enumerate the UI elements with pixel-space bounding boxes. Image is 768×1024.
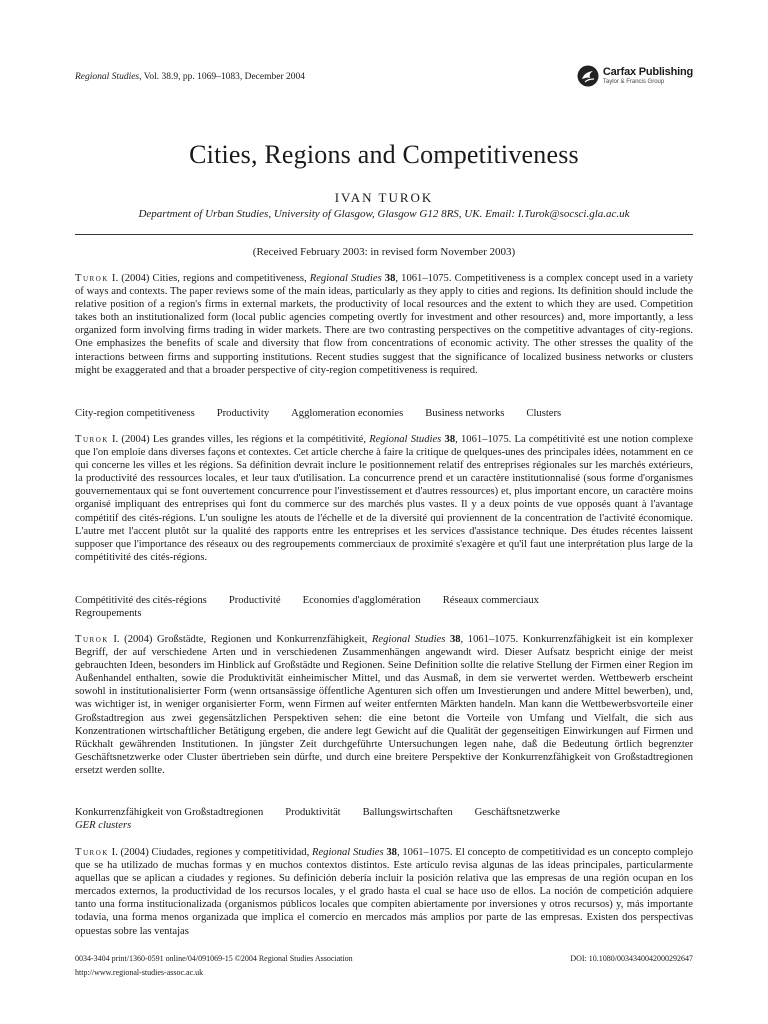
abstract-citation: I. (2004) Les grandes villes, les régions et la compétitivité,	[108, 434, 370, 445]
abstract-journal: Regional Studies	[309, 273, 382, 284]
keyword: Economies d'agglomération	[302, 595, 421, 606]
abstract-author: Turok	[75, 847, 109, 858]
keywords-english	[75, 407, 693, 420]
doi: DOI: 10.1080/0034340042000292647	[570, 954, 693, 963]
abstract-text: , 1061–1075. Konkurrenzfähigkeit ist ein komplexer Begriff, der auf verschiedene Arten und in verschiedenen Zusammenhängen angewandt wird. Dieser Aufsatz bespricht einige der meist gebrauchten Ideen, besonders im Hinblick auf Großstädte und Regionen. Seine Definition sollte die relative Stellung der Firmen einer Region im Außenhandel enthalten, sowie die Produktivität einheimischer Mittel, und das Ausmaß, in dem sie verwertet werden. Wettbewerb erscheint sowohl in institutionalisierter Form (wenn ortsansässige öffentliche Agenturen sich offen um Investierungen und andere Mittel bewerben), und, was wichtiger ist, in weniger organisierter Form, wenn Firmen auf weiter entfernten Märkten handeln. Man kann die Wettbewerbsvorteile einer Großstadtregion aus zwei gegensätzlichen Perspektiven sehen: die eine betont die Vorteile von Umfang und Vielfalt, die sich aus Konzentrationen wirtschaftlicher Betätigung ergeben, die andere legt Gewicht auf die Qualität der gegenseitigen Einwirkungen auf Firmen und Rückhalt gewährenden Institutionen. In jüngster Zeit durchgeführte Untersuchungen legen nahe, daß die Bedeutung örtlich begrenzter Geschäftsnetzwerke oder Cluster übertrieben sein dürfte, und durch eine breitere Perspektive der Konkurrenzfähigkeit von Großstadtregionen ersetzt werden sollte.	[75, 634, 693, 776]
keyword: Clusters	[526, 408, 562, 419]
keyword-jel: GER clusters	[75, 820, 132, 832]
abstract-journal: Regional Studies	[371, 634, 446, 645]
keyword: Productivité	[228, 595, 281, 606]
abstract-journal: Regional Studies	[369, 434, 442, 445]
keyword: Business networks	[425, 408, 505, 419]
journal-volume-pages: , Vol. 38.9, pp. 1069–1083, December 2004	[139, 72, 306, 82]
abstract-text: , 1061–1075. El concepto de competitividad es un concepto complejo que se ha utilizado de muchas formas y en muchos contextos distintos. Este artículo revisa algunas de las ideas principales, particularmente aquellas que se aplican a ciudades y regiones. Su definición debería incluir la posición relativa que las empresas de una región ocupan en los mercados externos, la productividad de los recursos locales, y el grado hasta el cual se hace uso de ellos. La noción de competición adquiere tanto una forma institucionalizada (organismos públicos locales que compiten abiertamente por inversiones y otros recursos) y, más importante todavía, una forma menos organizada que implica el comercio en mercados más amplios por parte de las empresas. Existen dos perspectivas opuestas sobre las ventajas	[75, 847, 693, 937]
article-title: Cities, Regions and Competitiveness	[189, 140, 579, 169]
association-url[interactable]: http://www.regional-studies-assoc.ac.uk	[75, 968, 204, 977]
abstract-volume: 38	[441, 434, 456, 445]
page-header	[75, 66, 693, 94]
abstract-journal: Regional Studies	[311, 847, 384, 858]
abstract-citation: I. (2004) Großstädte, Regionen und Konkurrenzfähigkeit,	[108, 634, 372, 645]
abstract-volume: 38	[383, 847, 397, 858]
abstract-french	[75, 433, 693, 564]
abstract-citation: I. (2004) Ciudades, regiones y competitividad,	[108, 847, 312, 858]
abstract-author: Turok	[75, 434, 109, 445]
abstract-text: , 1061–1075. Competitiveness is a complex concept used in a variety of ways and contexts. The paper reviews some of the main ideas, particularly as they apply to cities and regions. Its definition should include the relative position of a region's firms in external markets, the productivity of local resources and the extent to which they are used. Competition takes both an institutionalized form (local public agencies competing overtly for investment and other resources) and, more importantly, a less organized form involving firms trading in wider markets. There are two contrasting perspectives on the competitive advantages of city-regions. One emphasizes the benefits of scale and diversity that flow from concentrations of economic activity. The other stresses the quality of the interactions between firms and supporting institutions. Recent studies suggest that the significance of localized business networks or clusters might be exaggerated and that a broader perspective of city-region competitiveness is required.	[75, 273, 694, 376]
abstract-english	[75, 272, 693, 377]
publisher-group: Taylor & Francis Group	[602, 79, 665, 85]
abstract-author: Turok	[75, 273, 109, 284]
abstract-citation: I. (2004) Cities, regions and competitiveness,	[108, 273, 310, 284]
abstract-spanish	[75, 846, 693, 939]
keywords-german	[75, 806, 693, 832]
author-affiliation: Department of Urban Studies, University of Glasgow, Glasgow G12 8RS, UK. Email: I.Turok@socsci.gla.ac.uk	[138, 208, 630, 220]
keyword: Compétitivité des cités-régions	[75, 595, 207, 606]
keyword: Agglomeration economies	[291, 408, 404, 419]
journal-name: Regional Studies	[75, 72, 140, 82]
abstract-text: , 1061–1075. La compétitivité est une notion complexe que l'on emploie dans diverses façons et contextes. Cet article cherche à faire la critique de quelques-unes des principales idées, notamment en ce qui concerne les villes et les régions. Sa définition devrait inclure le positionnement relatif des entreprises régionales sur les marchés extérieurs, la productivité des ressources locales, et leur taux d'utilisation. La concurrence prend et un caractère institutionnalisé (sous forme d'organismes gouvernementaux qui se font ouvertement concurrence pour l'investissement et d'autres ressources) et, plus important encore, un caractère moins organisé impliquant des entreprises qui font du commerce sur des marchés plus vastes. Il y a deux points de vue opposés quant à l'avantage compétitif des cités-régions. L'un souligne les atouts de l'échelle et de la diversité qui proviennent de la concentration de l'activité économique. L'autre met l'accent plutôt sur la qualité des rapports entre les entreprises et les services d'assistance technique. Des études récentes laissent supposer que l'importance des réseaux ou des regroupements commerciaux de proximité s'exagère et qu'il faut une interprétation plus large de la compétitivité des cités-régions.	[75, 434, 693, 563]
issn-copyright: 0034-3404 print/1360-0591 online/04/091069-15 ©2004 Regional Studies Association	[75, 954, 353, 963]
abstract-german	[75, 633, 693, 777]
publisher-name: Carfax Publishing	[602, 66, 693, 78]
header-rule	[75, 234, 693, 235]
carfax-logo-icon	[577, 65, 599, 87]
article-author: IVAN TUROK	[334, 190, 434, 205]
abstract-volume: 38	[445, 634, 461, 645]
keyword: Réseaux commerciaux	[442, 595, 539, 606]
keyword: Productivity	[216, 408, 270, 419]
keywords-french	[75, 594, 693, 620]
keyword: Regroupements	[75, 608, 142, 620]
keyword: Geschäftsnetzwerke	[474, 807, 560, 818]
keyword: Konkurrenzfähigkeit von Großstadtregionen	[75, 807, 264, 818]
abstract-volume: 38	[381, 273, 396, 284]
journal-page	[75, 0, 693, 1024]
keyword: Ballungswirtschaften	[362, 807, 453, 818]
keyword: Produktivität	[285, 807, 341, 818]
journal-citation	[75, 72, 305, 82]
abstract-author: Turok	[75, 634, 109, 645]
publisher-logo	[577, 64, 693, 88]
received-dates: (Received February 2003: in revised form November 2003)	[252, 246, 516, 258]
keyword: City-region competitiveness	[75, 408, 195, 419]
